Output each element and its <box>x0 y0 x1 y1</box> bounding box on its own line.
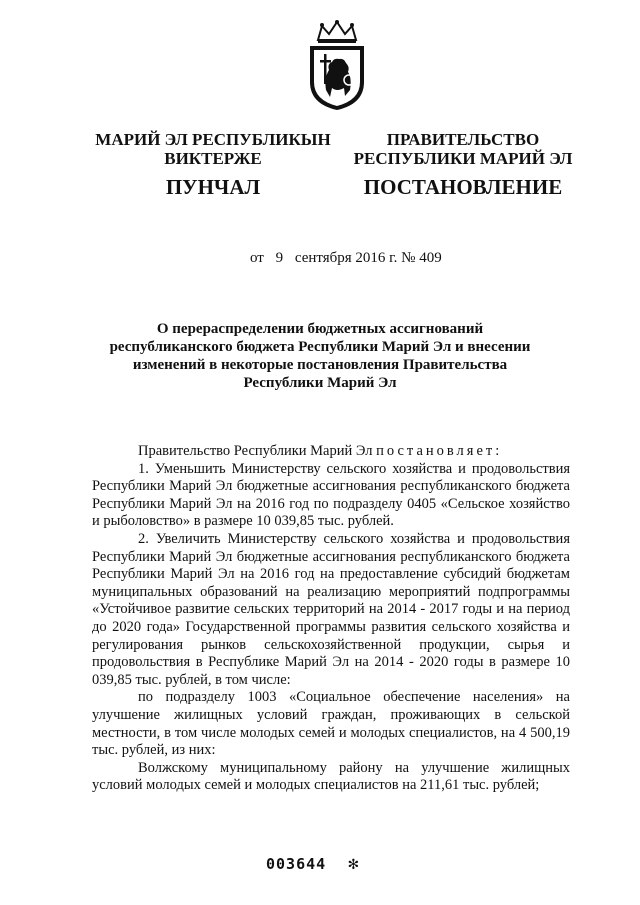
doc-type-mari: ПУНЧАЛ <box>165 175 261 199</box>
date-prefix: от <box>250 250 264 266</box>
header-right-authority <box>338 130 588 168</box>
title-line: Республики Марий Эл <box>243 375 397 391</box>
crown-icon <box>318 20 356 43</box>
decree-body <box>92 443 570 795</box>
title-line: изменений в некоторые постановления Правительства <box>132 357 508 373</box>
header-left-line2: ВИКТЕРЖЕ <box>164 149 262 168</box>
asterisk-mark: ✻ <box>348 854 360 874</box>
coat-of-arms-emblem <box>304 20 370 112</box>
header-left-authority <box>88 130 338 168</box>
header-left-line1: МАРИЙ ЭЛ РЕСПУБЛИКЫН <box>95 130 331 149</box>
decree-title <box>100 320 540 392</box>
date-day: 9 <box>275 250 284 266</box>
paragraph-2: 2. Увеличить Министерству сельского хозяйства и продовольствия Республики Марий Эл бюджетные ассигнования республиканского бюджета Республики Марий Эл на 2016 год на предоставление субсидий бюджетам муниципальных образований на реализацию мероприятий подпрограммы «Устойчивое развитие сельских территорий на 2014 - 2017 годы и на период до 2020 года» Государственной программы развития сельского хозяйства и регулирования рынков сельскохозяйственной продукции, сырья и продовольствия в Республике Марий Эл на 2014 - 2020 годы в размере 10 039,85 тыс. рублей, в том числе: <box>92 530 570 688</box>
date-text: сентября 2016 г. № <box>294 250 416 266</box>
paragraph-4: Волжскому муниципальному району на улучшение жилищных условий молодых семей и молодых специалистов на 211,61 тыс. рублей; <box>92 759 570 794</box>
title-line: республиканского бюджета Республики Марий Эл и внесении <box>109 339 531 355</box>
intro-subject: Правительство Республики Марий Эл <box>138 443 373 459</box>
date-line <box>250 250 442 267</box>
header-right-line1: ПРАВИТЕЛЬСТВО <box>386 130 540 149</box>
header-right-line2: РЕСПУБЛИКИ МАРИЙ ЭЛ <box>353 149 573 168</box>
serial-number: 003644 <box>266 855 327 873</box>
paragraph-1: 1. Уменьшить Министерству сельского хозяйства и продовольствия Республики Марий Эл бюджетные ассигнования республиканского бюджета Республики Марий Эл на 2016 год по подразделу 0405 «Сельское хозяйство и рыболовство» в размере 10 039,85 тыс. рублей. <box>92 460 570 530</box>
intro-verb: постановляет: <box>376 443 503 459</box>
paragraph-3: по подразделу 1003 «Социальное обеспечение населения» на улучшение жилищных условий граждан, проживающих в сельской местности, в том числе молодых семей и молодых специалистов, на 4 500,19 тыс. рублей, из них: <box>92 689 570 759</box>
title-line: О перераспределении бюджетных ассигнований <box>156 321 484 337</box>
form-serial <box>266 854 359 874</box>
intro-paragraph <box>92 443 570 461</box>
doc-type-russian: ПОСТАНОВЛЕНИЕ <box>363 175 563 199</box>
decree-number: 409 <box>419 250 442 266</box>
